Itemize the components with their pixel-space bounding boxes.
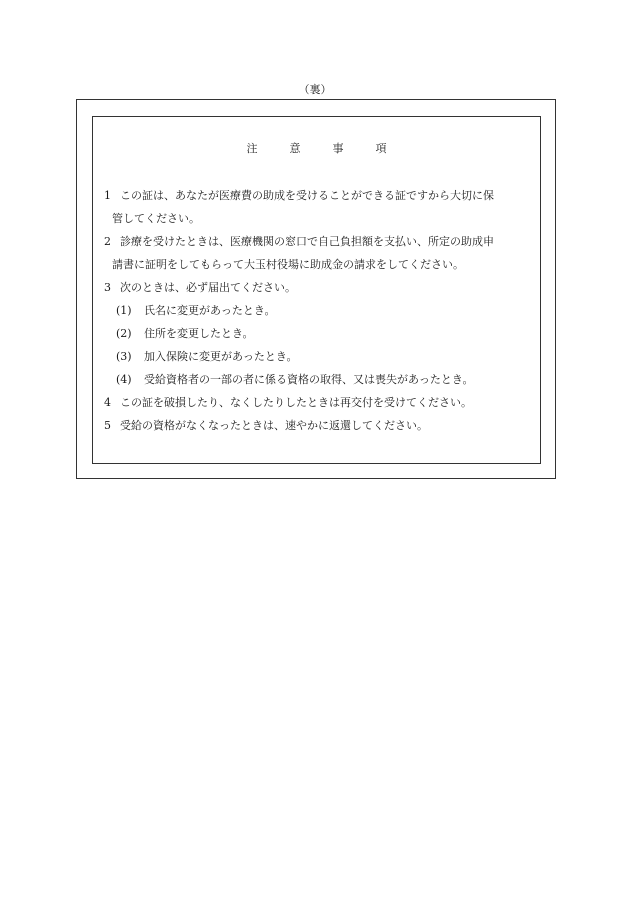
note-item-4 (104, 391, 532, 414)
note-text: この証を破損したり、なくしたりしたときは再交付を受けてください。 (120, 396, 472, 409)
note-item-3 (104, 276, 532, 299)
note-text: 請書に証明をしてもらって大玉村役場に助成金の請求をしてください。 (112, 258, 464, 271)
sub-item-text: 住所を変更したとき。 (144, 327, 254, 340)
note-number: 4 (104, 396, 111, 409)
sub-item-1 (104, 299, 532, 322)
sub-item-number: (4) (116, 373, 132, 386)
sub-item-number: (1) (116, 304, 132, 317)
note-item-1 (104, 184, 532, 230)
note-text: 診療を受けたときは、医療機関の窓口で自己負担額を支払い、所定の助成申 (120, 235, 494, 248)
sub-item-2 (104, 322, 532, 345)
sub-item-text: 加入保険に変更があったとき。 (144, 350, 298, 363)
note-text: 次のときは、必ず届出てください。 (120, 281, 296, 294)
side-label: （裏） (298, 83, 332, 96)
notes-title (92, 142, 541, 156)
sub-item-number: (2) (116, 327, 132, 340)
sub-item-4 (104, 368, 532, 391)
note-number: 2 (104, 235, 111, 248)
title-char: 事 (332, 142, 344, 155)
sub-item-number: (3) (116, 350, 132, 363)
note-text: 管してください。 (112, 212, 200, 225)
note-text: 受給の資格がなくなったときは、速やかに返還してください。 (120, 419, 428, 432)
title-char: 意 (289, 142, 301, 155)
title-char: 注 (246, 142, 258, 155)
notes-list (104, 184, 532, 437)
note-text: この証は、あなたが医療費の助成を受けることができる証ですから大切に保 (120, 189, 494, 202)
note-number: 3 (104, 281, 111, 294)
note-number: 1 (104, 189, 111, 202)
note-item-2 (104, 230, 532, 276)
sub-item-3 (104, 345, 532, 368)
title-char: 項 (375, 142, 387, 155)
note-number: 5 (104, 419, 111, 432)
sub-item-text: 氏名に変更があったとき。 (144, 304, 276, 317)
note-item-5 (104, 414, 532, 437)
sub-item-text: 受給資格者の一部の者に係る資格の取得、又は喪失があったとき。 (144, 373, 474, 386)
